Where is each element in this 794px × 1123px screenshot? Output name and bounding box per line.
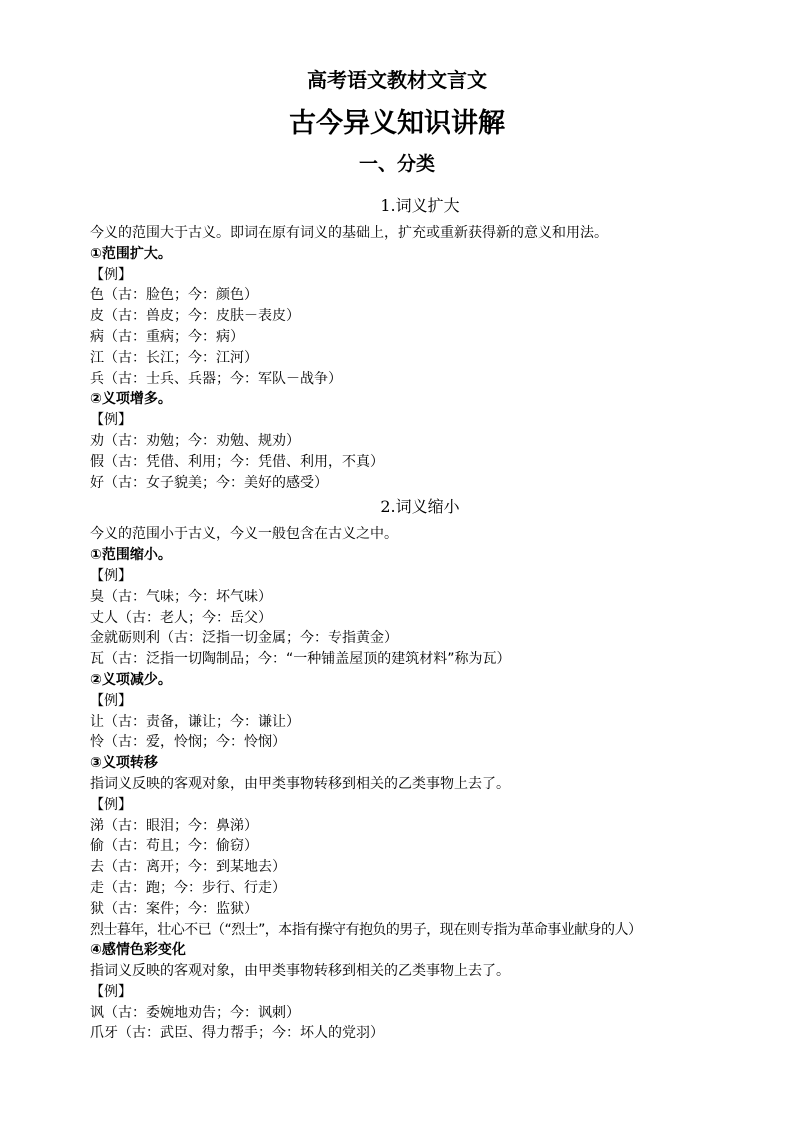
example-label: 【例】 <box>90 796 132 813</box>
example-item: 让（古：责备，谦让；今：谦让） <box>90 713 300 730</box>
section-title: 一、分类 <box>358 153 435 175</box>
section-heading-expansion: 1.词义扩大 <box>380 196 460 215</box>
example-item: 兵（古：士兵、兵器；今：军队－战争） <box>90 370 342 387</box>
example-item: 江（古：长江；今：江河） <box>90 349 258 366</box>
example-item: 皮（古：兽皮；今：皮肤－表皮） <box>90 308 300 325</box>
example-label: 【例】 <box>90 983 132 1000</box>
example-item: 涕（古：眼泪；今：鼻涕） <box>90 817 258 834</box>
subsection-label: ③义项转移 <box>90 755 158 772</box>
subsection-label: ①范围扩大。 <box>90 245 172 262</box>
document-body <box>90 192 750 1044</box>
example-item: 烈士暮年，壮心不已（“烈士”，本指有操守有抱负的男子，现在则专指为革命事业献身的人） <box>90 921 642 938</box>
document-title: 高考语文教材文言文 <box>307 68 487 92</box>
example-item: 好（古：女子貌美；今：美好的感受） <box>90 474 328 491</box>
subsection-label: ①范围缩小。 <box>90 547 172 564</box>
subsection-description: 指词义反映的客观对象，由甲类事物转移到相关的乙类事物上去了。 <box>90 963 510 980</box>
example-item: 偷（古：苟且；今：偷窃） <box>90 838 258 855</box>
example-item: 假（古：凭借、利用；今：凭借、利用，不真） <box>90 453 384 470</box>
example-item: 爪牙（古：武臣、得力帮手；今：坏人的党羽） <box>90 1025 384 1042</box>
example-item: 狱（古：案件；今：监狱） <box>90 900 258 917</box>
example-item: 怜（古：爱，怜悯；今：怜悯） <box>90 734 286 751</box>
example-item: 去（古：离开；今：到某地去） <box>90 859 286 876</box>
example-item: 瓦（古：泛指一切陶制品；今：“一种铺盖屋顶的建筑材料”称为瓦） <box>90 651 511 668</box>
subsection-description: 指词义反映的客观对象，由甲类事物转移到相关的乙类事物上去了。 <box>90 775 510 792</box>
section-intro: 今义的范围大于古义。即词在原有词义的基础上，扩充或重新获得新的意义和用法。 <box>90 225 608 241</box>
main-title: 古今异义知识讲解 <box>289 108 505 139</box>
example-label: 【例】 <box>90 412 132 429</box>
example-item: 讽（古：委婉地劝告；今：讽刺） <box>90 1004 300 1021</box>
subsection-label: ②义项增多。 <box>90 391 172 408</box>
example-label: 【例】 <box>90 567 132 584</box>
example-label: 【例】 <box>90 266 132 283</box>
example-item: 走（古：跑；今：步行、行走） <box>90 879 286 896</box>
section-heading-narrowing: 2.词义缩小 <box>380 497 460 517</box>
example-item: 丈人（古：老人；今：岳父） <box>90 609 272 626</box>
example-item: 劝（古：劝勉；今：劝勉、规劝） <box>90 432 300 449</box>
example-label: 【例】 <box>90 692 132 709</box>
section-intro: 今义的范围小于古义，今义一般包含在古义之中。 <box>90 526 398 543</box>
subsection-label: ④感情色彩变化 <box>90 942 186 959</box>
subsection-label: ②义项减少。 <box>90 671 172 688</box>
example-item: 病（古：重病；今：病） <box>90 328 244 345</box>
example-item: 臭（古：气味；今：坏气味） <box>90 588 272 605</box>
example-item: 色（古：脸色；今：颜色） <box>90 287 258 304</box>
example-item: 金就砺则利（古：泛指一切金属；今：专指黄金） <box>90 630 398 647</box>
